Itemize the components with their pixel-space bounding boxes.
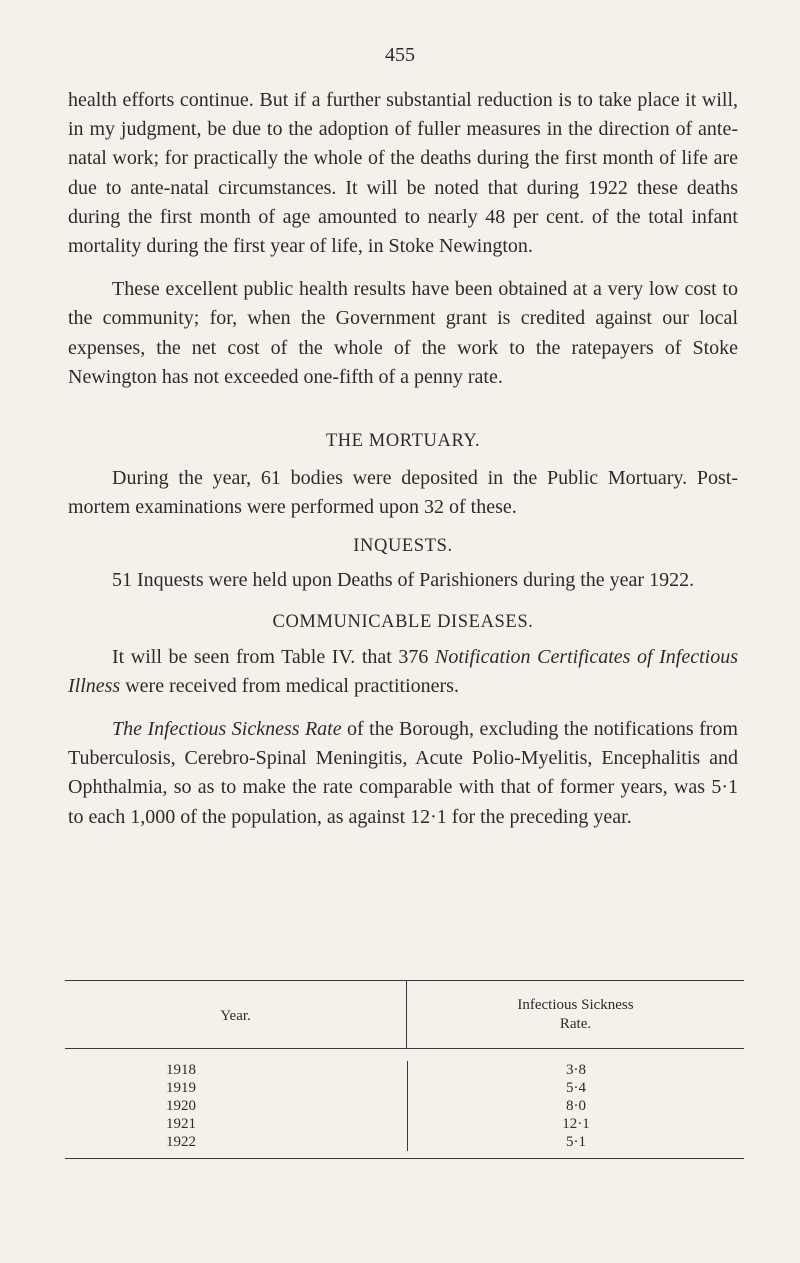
table-cell-rate: 3·8 bbox=[566, 1062, 586, 1078]
header-rate-line1: Infectious Sickness bbox=[517, 996, 634, 1013]
paragraph-sickness-rate bbox=[68, 715, 738, 832]
table-cell-year: 1919 bbox=[166, 1080, 196, 1096]
paragraph-public-health-results: These excellent public health results have been obtained at a very low cost to the community; for, when the Government grant is credited against our local expenses, the net cost of the whole of the work to the ratepayers of Stoke Newington has not exceeded one-fifth of a penny rate. bbox=[68, 278, 738, 388]
header-rate-line2: Rate. bbox=[559, 1015, 592, 1032]
sickness-rate-table bbox=[65, 980, 744, 1159]
heading-communicable-diseases: COMMUNICABLE DISEASES. bbox=[272, 611, 534, 632]
table-header bbox=[65, 981, 744, 1048]
notifications-title-italic: Notification Certificates of Infectious Illness bbox=[68, 645, 738, 697]
notifications-text-start: It will be seen from Table IV. that 376 bbox=[112, 645, 435, 668]
sickness-rate-title-italic: The Infectious Sickness Rate bbox=[112, 718, 342, 741]
table-cell-rate: 5·4 bbox=[566, 1080, 586, 1096]
table-bottom-rule bbox=[65, 1158, 744, 1159]
heading-inquests: INQUESTS. bbox=[353, 536, 453, 557]
table-cell-year: 1921 bbox=[166, 1116, 196, 1132]
header-rate bbox=[407, 981, 744, 1048]
paragraph-health-efforts: health efforts continue. But if a further substantial reduction is to take place it will, in my judgment, be due to the adoption of fuller measures in the direction of ante-natal work; for practically the whole of the deaths during the first month of life are due to ante-natal circumstances. It will be noted that during 1922 these deaths during the first month of age amounted to nearly 48 per cent. of the total infant mortality during the first year of life, in Stoke Newington. bbox=[68, 89, 738, 258]
rate-column bbox=[408, 1061, 744, 1151]
table-cell-rate: 12·1 bbox=[562, 1116, 590, 1132]
table-body bbox=[65, 1049, 744, 1158]
table-cell-rate: 8·0 bbox=[566, 1098, 586, 1114]
year-column bbox=[65, 1061, 408, 1151]
table-cell-year: 1920 bbox=[166, 1098, 196, 1114]
notifications-text-end: were received from medical practitioners. bbox=[120, 674, 459, 697]
table-cell-rate: 5·1 bbox=[566, 1134, 586, 1150]
page-number: 455 bbox=[385, 44, 415, 66]
heading-mortuary: THE MORTUARY. bbox=[325, 431, 481, 452]
page-body bbox=[68, 86, 738, 832]
paragraph-notifications bbox=[68, 643, 738, 701]
paragraph-inquests: 51 Inquests were held upon Deaths of Parishioners during the year 1922. bbox=[112, 569, 695, 592]
sickness-rate-text: of the Borough, excluding the notifications from Tuberculosis, Cerebro-Spinal Meningitis, Acute Polio-Myelitis, Encephalitis and Ophthalmia, so as to make the rate comparable with that of former years, was 5·1 to each 1,000 of the population, as against 12·1 for the preceding year. bbox=[68, 718, 738, 828]
paragraph-mortuary: During the year, 61 bodies were deposited in the Public Mortuary. Post-mortem examinations were performed upon 32 of these. bbox=[68, 467, 738, 519]
table-cell-year: 1922 bbox=[166, 1134, 196, 1150]
table-cell-year: 1918 bbox=[166, 1062, 196, 1078]
header-year: Year. bbox=[65, 981, 407, 1048]
